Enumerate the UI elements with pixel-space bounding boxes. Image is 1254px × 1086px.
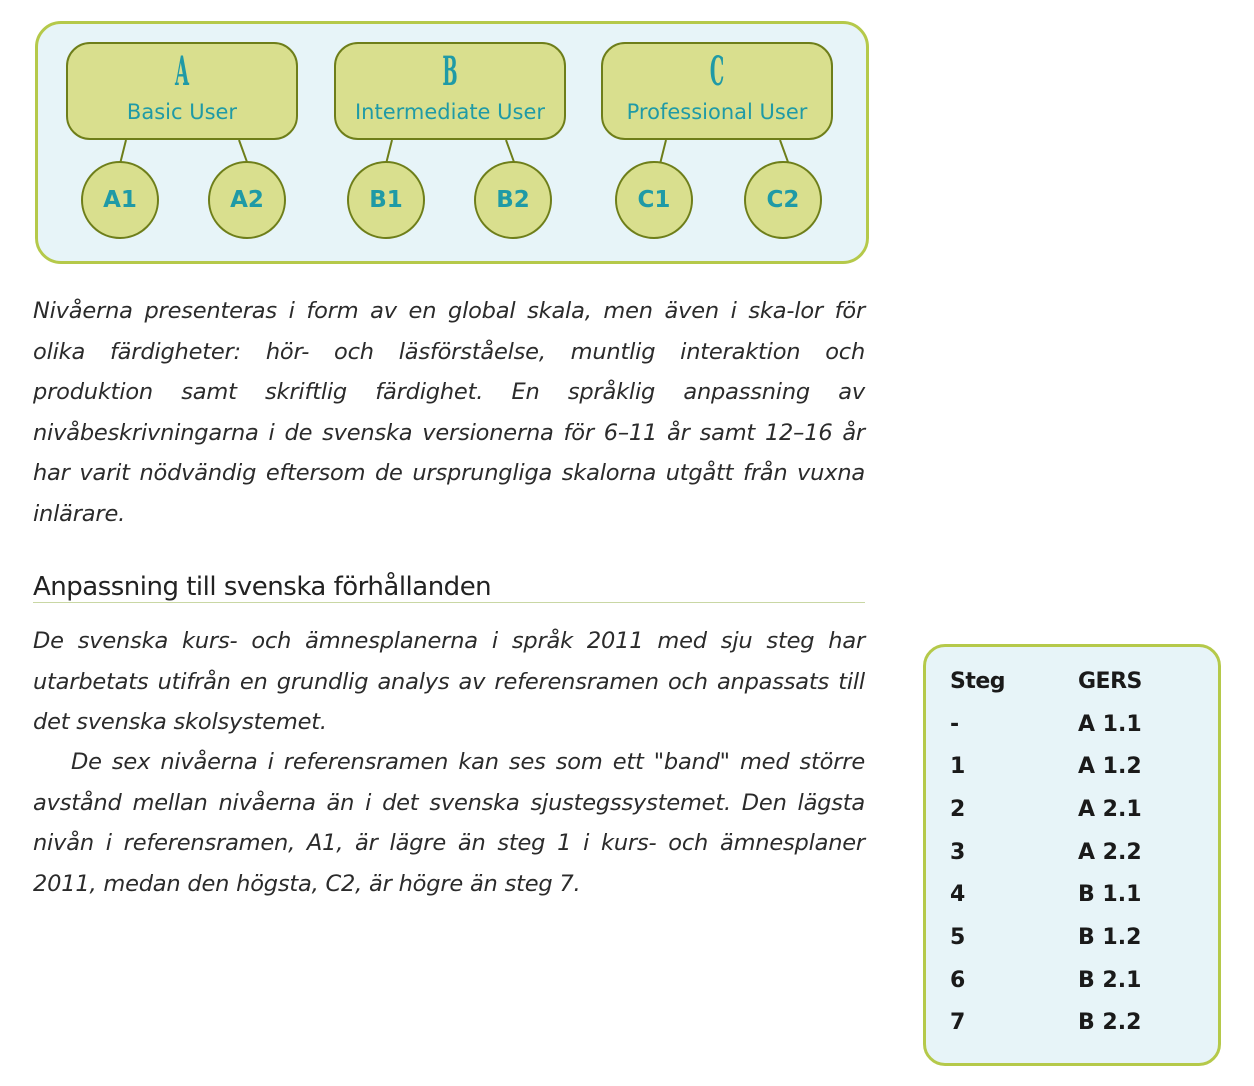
steg-gers-table [950,660,1208,1044]
cefr-level-diagram [35,21,869,264]
steg-cell: 5 [950,924,966,950]
connector-line [119,140,127,164]
connector-line [385,140,393,164]
table-row [950,703,1208,746]
steg-cell: 7 [950,1010,966,1036]
section-heading: Anpassning till svenska förhållanden [33,572,492,602]
body-paragraph-2: De sex nivåerna i referensramen kan ses som ett "band" med större avstånd mellan nivåerna än i det svenska sjustegssystemet. Den lägsta nivån i referensramen, A1, är lägre än steg 1 i kurs- och ämnesplaner 2011, medan den högsta, C2, är högre än steg 7. [33,749,865,897]
level-name: Professional User [626,100,808,124]
gers-cell: A 1.2 [1078,754,1142,780]
level-box-a [66,42,298,140]
table-row [950,745,1208,788]
level-name: Intermediate User [354,100,546,124]
table-row [950,831,1208,874]
steg-cell: 6 [950,967,966,993]
body-paragraph-1: De svenska kurs- och ämnesplanerna i språk 2011 med sju steg har utarbetats utifrån en grundlig analys av referensramen och anpassats till det svenska skolsystemet. [33,628,865,736]
table-header-row [950,660,1208,703]
level-circle-b2: B2 [474,161,552,239]
gers-cell: B 2.1 [1078,967,1142,993]
steg-gers-table-box [923,644,1221,1066]
gers-cell: A 2.2 [1078,839,1142,865]
gers-cell: B 1.1 [1078,882,1142,908]
connector-line [238,140,248,163]
steg-cell: 2 [950,796,966,822]
connector-line [779,140,789,163]
table-row [950,873,1208,916]
heading-divider [33,602,865,603]
connector-line [659,140,667,164]
intro-paragraph: Nivåerna presenteras i form av en global skala, men även i ska-lor för olika färdigheter: hör- och läsförståelse, muntlig interaktion och produktion samt skriftlig färdighet. En språklig anpassning av nivåbeskrivningarna i de svenska versionerna för 6–11 år samt 12–16 år har varit nödvändig eftersom de ursprungliga skalorna utgått från vuxna inlärare. [33,298,865,527]
gers-cell: B 1.2 [1078,924,1142,950]
connector-line [505,140,515,163]
gers-cell: A 1.1 [1078,711,1142,737]
table-row [950,788,1208,831]
steg-cell: 1 [950,754,966,780]
level-circle-a2: A2 [208,161,286,239]
level-circle-a1: A1 [81,161,159,239]
steg-cell: - [950,711,960,737]
gers-cell: B 2.2 [1078,1010,1142,1036]
level-letter: A [175,48,189,95]
level-circle-c2: C2 [744,161,822,239]
level-circle-b1: B1 [347,161,425,239]
level-letter: C [709,48,725,95]
level-name: Basic User [126,100,238,124]
steg-cell: 4 [950,882,966,908]
gers-cell: A 2.1 [1078,796,1142,822]
column-header-steg: Steg [950,668,1006,694]
level-box-b [334,42,566,140]
column-header-gers: GERS [1078,668,1142,694]
level-box-c [601,42,833,140]
table-row [950,959,1208,1002]
level-letter: B [442,48,458,95]
steg-cell: 3 [950,839,966,865]
level-circle-c1: C1 [615,161,693,239]
table-row [950,1002,1208,1045]
table-row [950,916,1208,959]
